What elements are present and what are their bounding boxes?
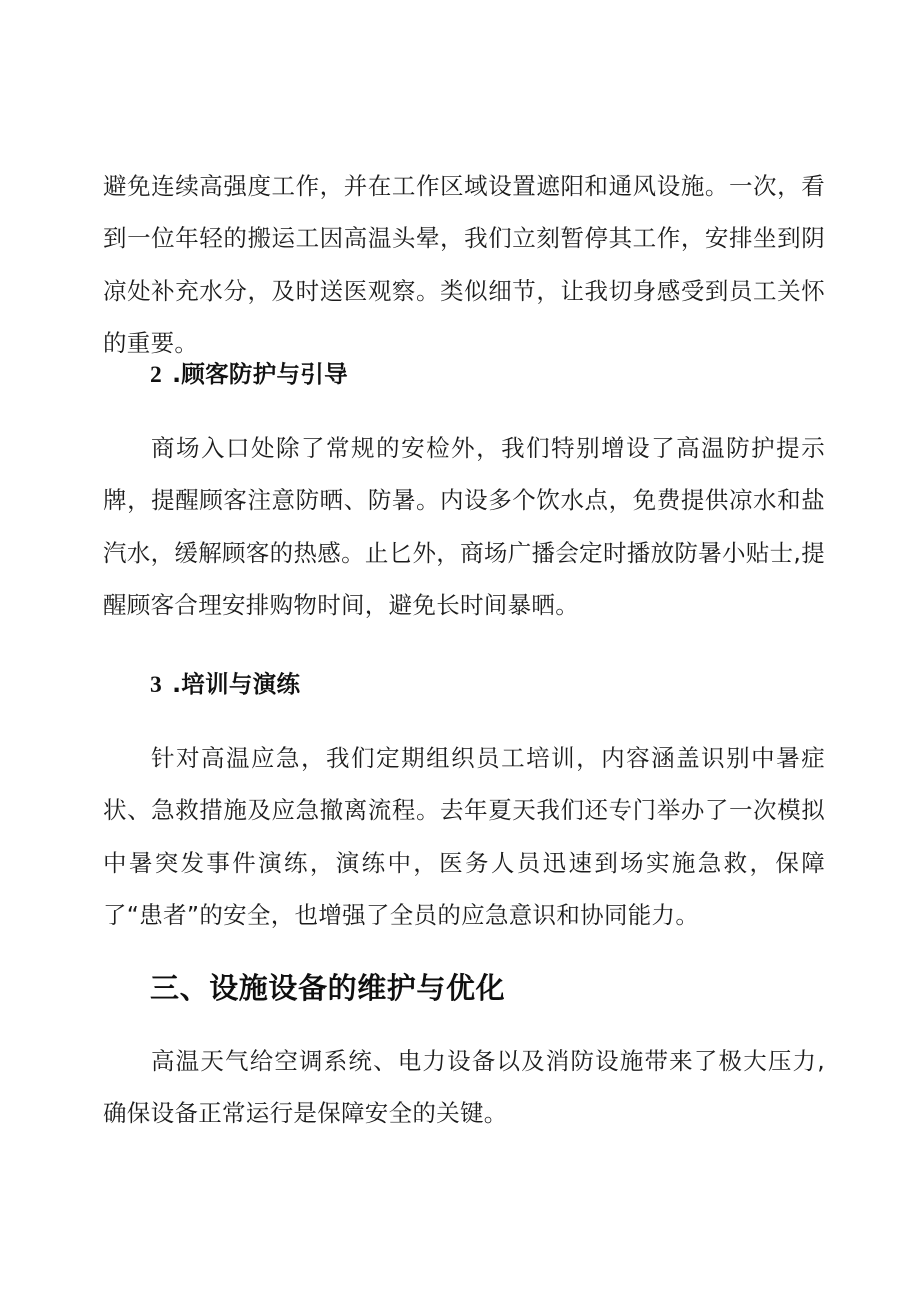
section-heading-facilities: 三、设施设备的维护与优化 — [150, 971, 506, 1005]
subheading-number: 2 — [150, 362, 163, 388]
subheading-title: .顾客防护与引导 — [172, 360, 348, 388]
paragraph-training-drills: 针对高温应急，我们定期组织员工培训，内容涵盖识别中暑症状、急救措施及应急撤离流程。去年夏天我们还专门举办了一次模拟中暑突发事件演练，演练中，医务人员迅速到场实施急救，保障了“患者”的安全，也增强了全员的应急意识和协同能力。 — [103, 744, 825, 929]
subheading-customer-protection — [150, 359, 348, 390]
paragraph-facilities: 高温天气给空调系统、电力设备以及消防设施带来了极大压力,确保设备正常运行是保障安全的关键。 — [103, 1047, 825, 1128]
subheading-title: .培训与演练 — [172, 670, 301, 698]
subheading-number: 3 — [150, 672, 163, 698]
subheading-training-drills — [150, 669, 300, 700]
paragraph-employee-care: 避免连续高强度工作，并在工作区域设置遮阳和通风设施。一次，看到一位年轻的搬运工因高温头晕，我们立刻暂停其工作，安排坐到阴凉处补充水分，及时送医观察。类似细节，让我切身感受到员工关怀的重要。 — [103, 172, 825, 357]
paragraph-customer-protection: 商场入口处除了常规的安检外，我们特别增设了高温防护提示牌，提醒顾客注意防晒、防暑。内设多个饮水点，免费提供凉水和盐汽水，缓解顾客的热感。止匕外，商场广播会定时播放防暑小贴士,提醒顾客合理安排购物时间，避免长时间暴晒。 — [103, 434, 825, 619]
